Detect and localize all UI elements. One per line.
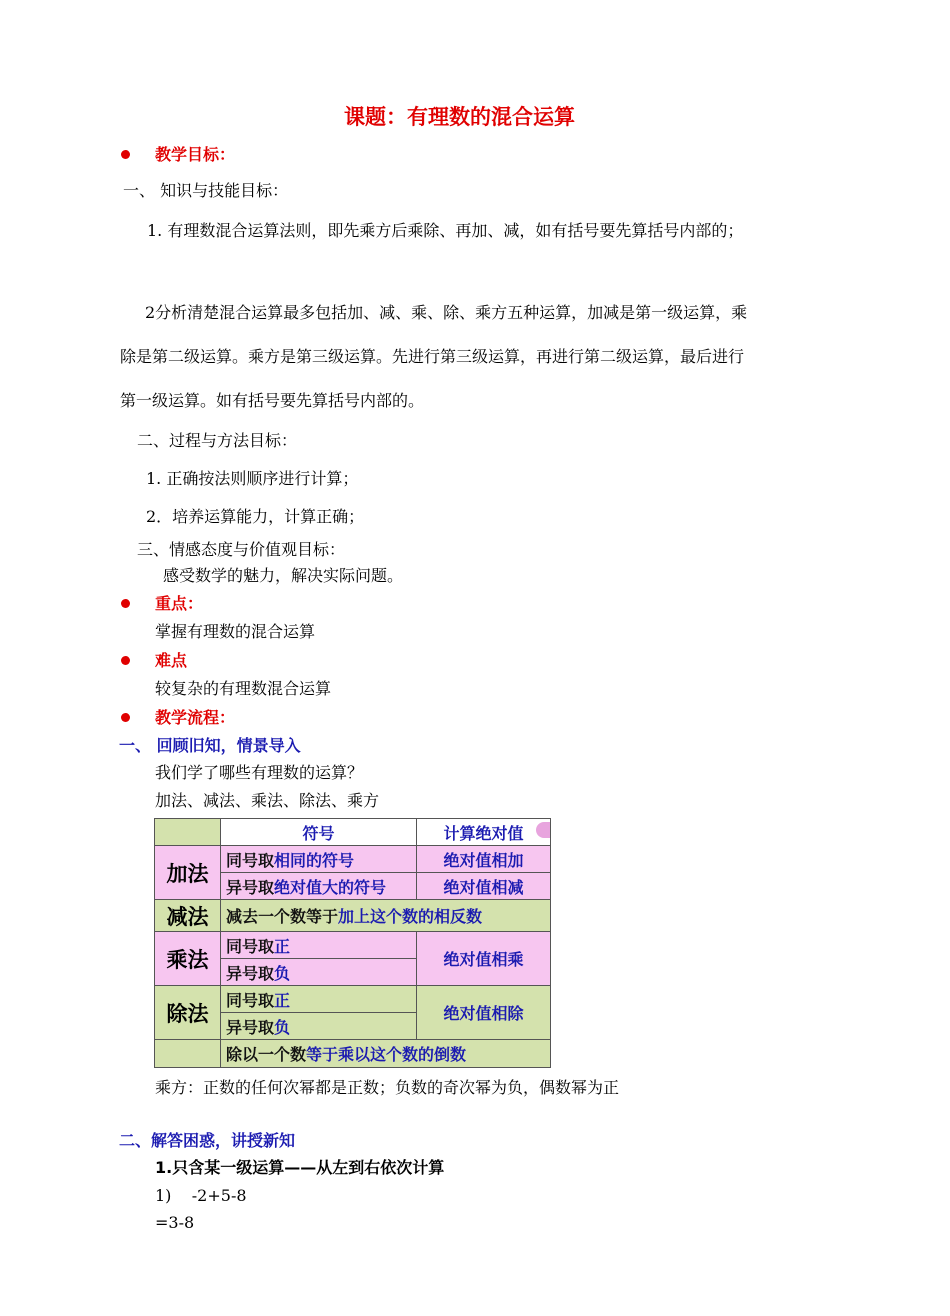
bullet-icon — [121, 713, 130, 722]
table-cell — [221, 900, 551, 932]
key-point-heading: 重点： — [155, 594, 204, 613]
part1-after-table: 乘方：正数的任何次幂都是正数；负数的奇次幂为负，偶数幂为正 — [155, 1078, 620, 1097]
cell-text: 异号取 — [226, 877, 275, 897]
key-point-text: 掌握有理数的混合运算 — [155, 622, 316, 641]
cell-text: 同号取 — [226, 936, 275, 956]
table-header-row — [155, 819, 551, 846]
table-corner-cell — [155, 819, 221, 846]
op-label-add: 加法 — [155, 846, 221, 900]
objective-item-2-2: 2．培养运算能力，计算正确； — [146, 507, 365, 526]
cell-text-highlight: 负 — [274, 963, 291, 983]
table-cell: 绝对值相乘 — [417, 932, 551, 986]
cell-text: 异号取 — [226, 963, 275, 983]
table-row — [155, 932, 551, 959]
table-cell — [221, 986, 417, 1013]
objective-item-1: 1. 有理数混合运算法则，即先乘方后乘除、再加、减，如有括号要先算括号内部的； — [147, 221, 744, 240]
table-row — [155, 1040, 551, 1068]
objective-para-line-3: 第一级运算。如有括号要先算括号内部的。 — [120, 391, 425, 410]
op-label-mul: 乘法 — [155, 932, 221, 986]
difficulty-text: 较复杂的有理数混合运算 — [155, 679, 332, 698]
objective-item-2-1: 1. 正确按法则顺序进行计算； — [146, 469, 359, 488]
operations-table — [154, 818, 551, 1068]
op-label-sub: 减法 — [155, 900, 221, 932]
cell-text: 减去一个数等于 — [226, 907, 339, 926]
objective-section-3: 三、情感态度与价值观目标： — [137, 540, 346, 559]
table-cell: 绝对值相除 — [417, 986, 551, 1040]
table-row — [155, 986, 551, 1013]
table-cell — [221, 873, 417, 900]
table-row — [155, 900, 551, 932]
part1-heading: 一、 回顾旧知，情景导入 — [119, 736, 301, 755]
cell-text: 同号取 — [226, 850, 275, 870]
table-header-abs: 计算绝对值 — [417, 819, 551, 846]
objective-item-3-1: 感受数学的魅力，解决实际问题。 — [163, 566, 404, 585]
page-title: 课题：有理数的混合运算 — [344, 105, 575, 129]
cell-text-highlight: 加上这个数的相反数 — [338, 907, 483, 926]
table-cell: 绝对值相加 — [417, 846, 551, 873]
table-cell — [221, 1013, 417, 1040]
table-cell — [155, 1040, 221, 1068]
example-1-step: =3-8 — [155, 1213, 195, 1232]
bullet-icon — [121, 656, 130, 665]
part2-subheading: 1.只含某一级运算——从左到右依次计算 — [155, 1158, 445, 1177]
bullet-icon — [121, 150, 130, 159]
table-cell — [221, 959, 417, 986]
part1-line-1: 我们学了哪些有理数的运算？ — [155, 763, 364, 782]
table-cell — [221, 846, 417, 873]
bullet-icon — [121, 599, 130, 608]
part2-heading: 二、解答困惑，讲授新知 — [119, 1131, 296, 1150]
cell-text-highlight: 绝对值大的符号 — [274, 877, 387, 897]
objectives-heading: 教学目标： — [155, 145, 236, 164]
cell-text-highlight: 负 — [274, 1017, 291, 1037]
part1-line-2: 加法、减法、乘法、除法、乘方 — [155, 791, 380, 810]
cell-text-highlight: 正 — [274, 990, 291, 1010]
cell-text: 异号取 — [226, 1017, 275, 1037]
process-heading: 教学流程： — [155, 708, 236, 727]
table-cell — [221, 932, 417, 959]
example-1: 1) -2+5-8 — [155, 1186, 247, 1205]
objective-section-2: 二、过程与方法目标： — [137, 431, 298, 450]
objective-para-line-2: 除是第二级运算。乘方是第三级运算。先进行第三级运算，再进行第二级运算，最后进行 — [120, 347, 745, 366]
cell-text: 除以一个数 — [226, 1045, 307, 1064]
table-header-symbol: 符号 — [221, 819, 417, 846]
difficulty-heading: 难点 — [155, 651, 188, 670]
cell-text-highlight: 正 — [274, 936, 291, 956]
table-cell — [221, 1040, 551, 1068]
table-cell: 绝对值相减 — [417, 873, 551, 900]
objective-section-1: 一、 知识与技能目标： — [123, 181, 289, 200]
decoration-shape — [536, 822, 550, 838]
op-label-div: 除法 — [155, 986, 221, 1040]
objective-para-line-1: 2分析清楚混合运算最多包括加、减、乘、除、乘方五种运算，加减是第一级运算，乘 — [145, 303, 748, 322]
table-row — [155, 846, 551, 873]
cell-text-highlight: 相同的符号 — [274, 850, 355, 870]
cell-text-highlight: 等于乘以这个数的倒数 — [306, 1045, 467, 1064]
cell-text: 同号取 — [226, 990, 275, 1010]
